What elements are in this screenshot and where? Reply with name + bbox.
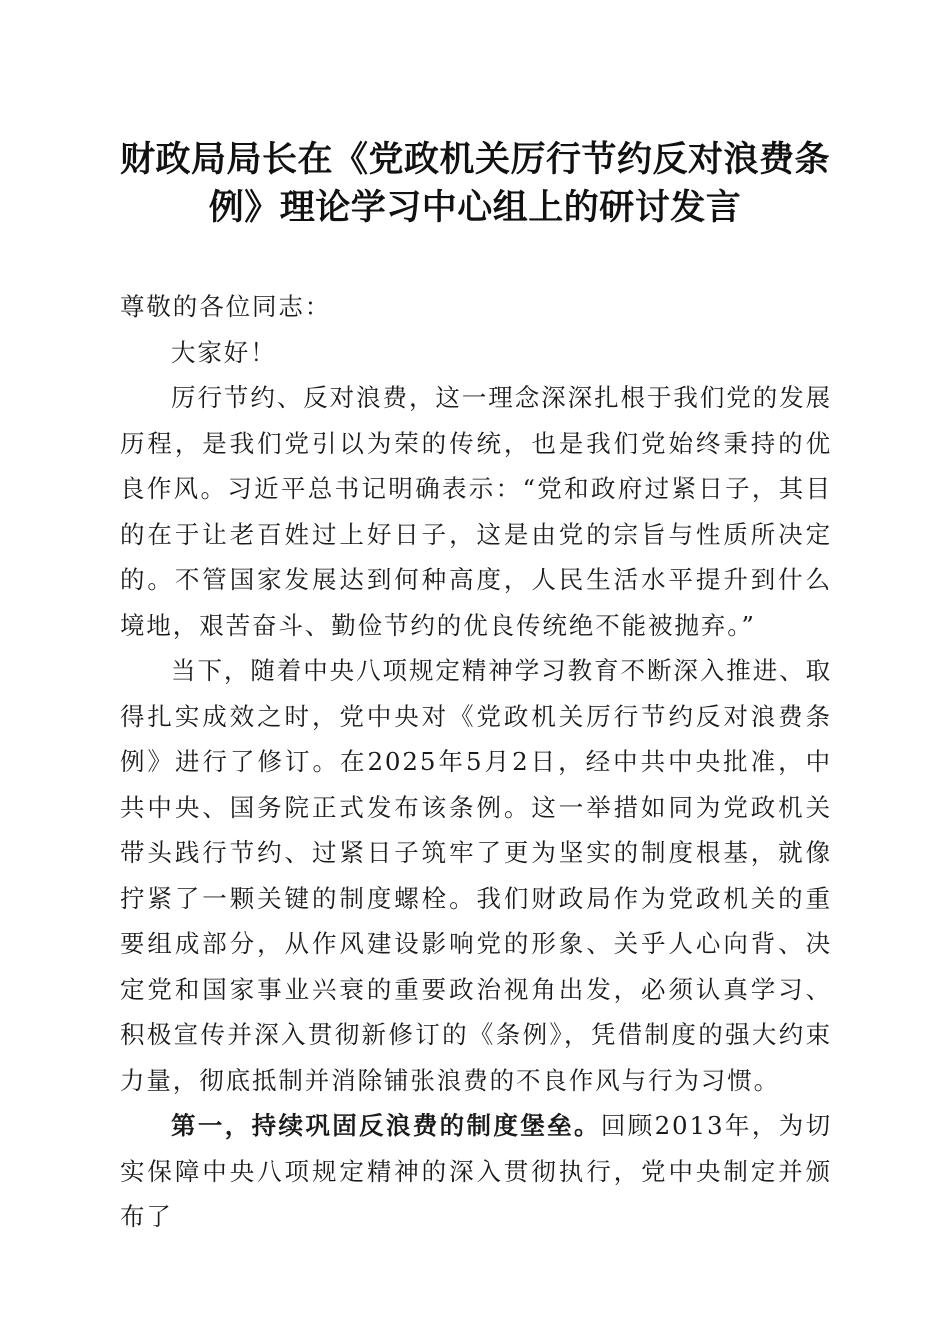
greeting: 大家好！ [171, 337, 277, 367]
section-one-paragraph [120, 1103, 832, 1240]
document-title: 财政局局长在《党政机关厉行节约反对浪费条例》理论学习中心组上的研讨发言 [119, 139, 830, 228]
salutation: 尊敬的各位同志： [120, 292, 332, 321]
document-body [120, 284, 832, 1240]
body-paragraph: 当下，随着中央八项规定精神学习教育不断深入推进、取得扎实成效之时，党中央对《党政机关厉行节约反对浪费条例》进行了修订。在2025年5月2日，经中共中央批准，中共中央、国务院正式发布该条例。这一举措如同为党政机关带头践行节约、过紧日子筑牢了更为坚实的制度根基，就像拧紧了一颗关键的制度螺栓。我们财政局作为党政机关的重要组成部分，从作风建设影响党的形象、关乎人心向背、决定党和国家事业兴衰的重要政治视角出发，必须认真学习、积极宣传并深入贯彻新修订的《条例》，凭借制度的强大约束力量，彻底抵制并消除铺张浪费的不良作风与行为习惯。 [120, 656, 832, 1095]
body-paragraph: 厉行节约、反对浪费，这一理念深深扎根于我们党的发展历程，是我们党引以为荣的传统，也是我们党始终秉持的优良作风。习近平总书记明确表示：“党和政府过紧日子，其目的在于让老百姓过上好日子，这是由党的宗旨与性质所决定的。不管国家发展达到何种高度，人民生活水平提升到什么境地，艰苦奋斗、勤俭节约的优良传统绝不能被抛弃。” [120, 383, 832, 640]
section-one-heading: 第一，持续巩固反浪费的制度堡垒。 [171, 1111, 601, 1140]
section-one-text: 回顾2013年，为切实保障中央八项规定精神的深入贯彻执行，党中央制定并颁布了 [120, 1111, 832, 1231]
